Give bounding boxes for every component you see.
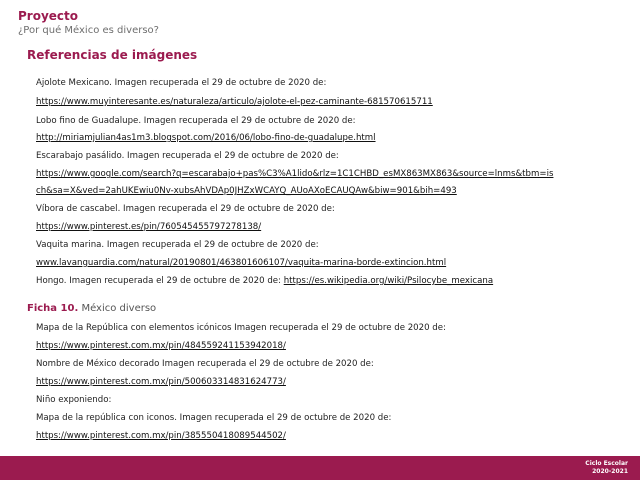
reference-line: Escarabajo pasálido. Imagen recuperada el 29 de octubre de 2020 de:: [36, 151, 339, 161]
ficha-label: Ficha 10.: [27, 303, 79, 314]
reference-line: Mapa de la república con iconos. Imagen recuperada el 29 de octubre de 2020 de:: [36, 413, 392, 423]
reference-line[interactable]: [36, 169, 553, 179]
reference-line: Mapa de la República con elementos icónicos Imagen recuperada el 29 de octubre de 2020 de:: [36, 323, 446, 333]
reference-line[interactable]: [36, 431, 286, 441]
footer-text: [585, 460, 628, 476]
reference-line[interactable]: [36, 222, 261, 232]
reference-line[interactable]: [36, 133, 376, 143]
reference-line: Niño exponiendo:: [36, 395, 112, 405]
ficha-title: México diverso: [81, 303, 157, 314]
reference-link[interactable]: ch&sa=X&ved=2ahUKEwiu0Nv-xubsAhVDAp0JHZxWCAYQ_AUoAXoECAUQAw&biw=901&bih=493: [36, 186, 457, 196]
ficha-heading: [27, 303, 156, 314]
reference-line: Lobo fino de Guadalupe. Imagen recuperada el 29 de octubre de 2020 de:: [36, 116, 356, 126]
reference-line[interactable]: [36, 258, 446, 268]
reference-line: Ajolote Mexicano. Imagen recuperada el 29 de octubre de 2020 de:: [36, 78, 327, 88]
reference-line[interactable]: [36, 97, 433, 107]
reference-link[interactable]: https://www.pinterest.com.mx/pin/500603314831624773/: [36, 377, 286, 387]
reference-link[interactable]: https://www.google.com/search?q=escarabajo+pas%C3%A1lido&rlz=1C1CHBD_esMX863MX863&source=lnms&tbm=is: [36, 169, 554, 179]
section-heading: Referencias de imágenes: [27, 48, 198, 62]
footer-line-1: Ciclo Escolar: [585, 460, 628, 467]
reference-line: Hongo. Imagen recuperada el 29 de octubre de 2020 de: https://es.wikipedia.org/wiki/Psilocybe_mexicana: [36, 276, 494, 286]
reference-link[interactable]: https://www.pinterest.es/pin/760545455797278138/: [36, 222, 262, 232]
header-title: Proyecto: [18, 9, 79, 23]
reference-line[interactable]: [36, 341, 286, 351]
reference-line: Víbora de cascabel. Imagen recuperada el 29 de octubre de 2020 de:: [36, 204, 335, 214]
footer-bar: [0, 456, 640, 480]
header-subtitle: ¿Por qué México es diverso?: [18, 25, 159, 36]
reference-line[interactable]: [36, 377, 286, 387]
reference-link[interactable]: http://miriamjulian4as1m3.blogspot.com/2016/06/lobo-fino-de-guadalupe.html: [36, 133, 376, 143]
reference-line: Nombre de México decorado Imagen recuperada el 29 de octubre de 2020 de:: [36, 359, 374, 369]
reference-line[interactable]: [36, 186, 457, 196]
reference-link[interactable]: https://www.muyinteresante.es/naturaleza/articulo/ajolote-el-pez-caminante-681570615711: [36, 97, 433, 107]
reference-line: Vaquita marina. Imagen recuperada el 29 de octubre de 2020 de:: [36, 240, 319, 250]
reference-link[interactable]: https://www.pinterest.com.mx/pin/484559241153942018/: [36, 341, 286, 351]
reference-link[interactable]: https://es.wikipedia.org/wiki/Psilocybe_mexicana: [283, 276, 494, 286]
footer-line-2: 2020-2021: [592, 468, 628, 475]
reference-link[interactable]: https://www.pinterest.com.mx/pin/385550418089544502/: [36, 431, 286, 441]
reference-link[interactable]: www.lavanguardia.com/natural/20190801/463801606107/vaquita-marina-borde-extincion.html: [36, 258, 447, 268]
